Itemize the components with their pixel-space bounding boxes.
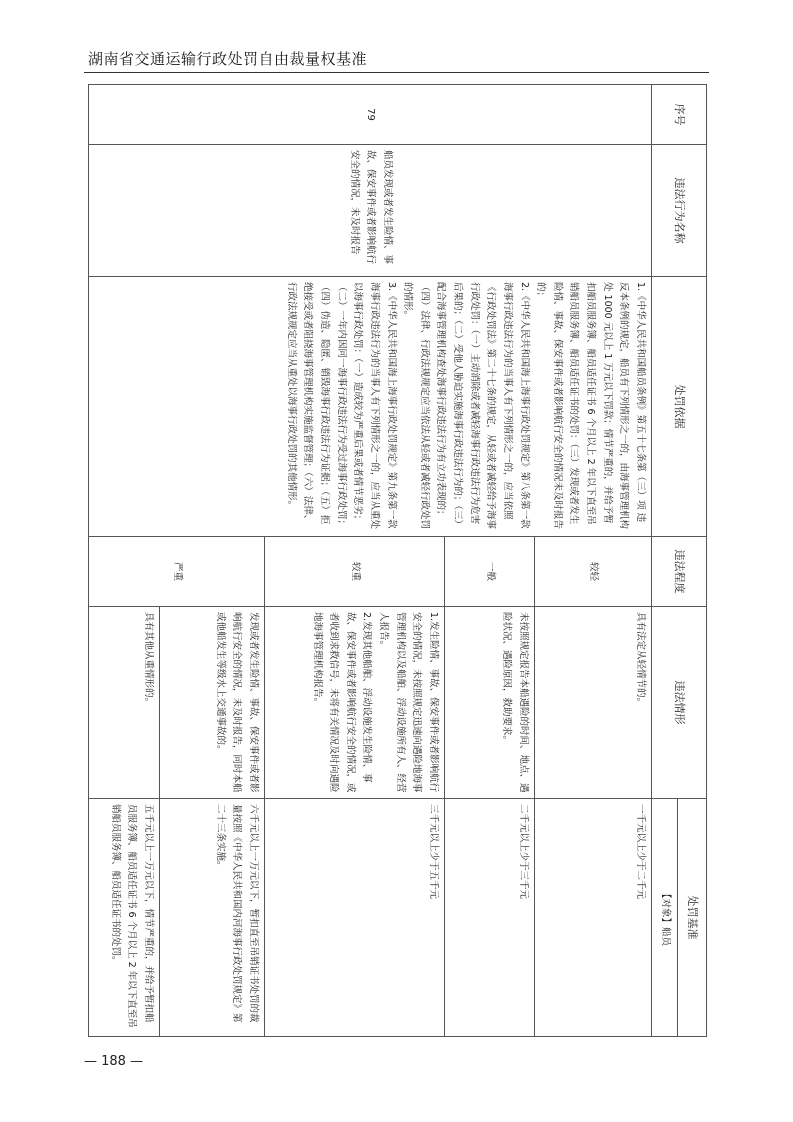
row-seq: 79	[89, 85, 652, 145]
tier-circumstance: 具有法定从轻情节的。	[535, 607, 652, 799]
tier-standard: 二千元以上少于三千元	[445, 799, 535, 1037]
tier-standard: 六千元以上一万元以下，暂扣直至吊销证书处罚的裁量按照《中华人民共和国内河海事行政处罚规定》第二十三条实施。	[160, 799, 265, 1037]
header-divider	[84, 72, 709, 73]
tier-standard: 一千元以上少于二千元	[535, 799, 652, 1037]
header-circumstance: 违法情形	[652, 607, 707, 799]
header-seq: 序号	[652, 85, 707, 145]
tier-degree: 较重	[265, 537, 445, 607]
header-act-name: 违法行为名称	[652, 145, 707, 277]
row-basis: 1.《中华人民共和国船员条例》第五十七条第（三）项 违反本条例的规定，船员有下列情形之一的，由海事管理机构处 1000 元以上 1 万元以下罚款；情节严重的，并给予暂扣船员服务簿、船员适任证书 6 个月以上 2 年以下直至吊销船员服务簿、船员适任证书的处罚：（三）发现或者发生险情、事故、保安事件或者影响航行安全的情况未及时报告的； 2.《中华人民共和国海上海事行政处罚规定》第八条第一款 海事行政违法行为的当事人有下列情形之一的，应当依照《行政处罚法》第二十七条的规定，从轻或者减轻给予海事行政处罚：（一）主动消除或者减轻海事行政违法行为危害后果的；（二）受他人胁迫实施海事行政违法行为的；（三）配合海事管理机构查处海事行政违法行为有立功表现的；（四）法律、行政法规规定应当依法从轻或者减轻行政处罚的情形。 3.《中华人民共和国海上海事行政处罚规定》第九条第一款 海事行政违法行为的当事人有下列情形之一的，应当从重处以海事行政处罚：（一）造成较为严重后果或者情节恶劣；（二）一年内因同一海事行政违法行为受过海事行政处罚；（四）伪造、隐匿、销毁海事行政违法行为证据；（五）拒绝接受或者阻挠海事管理机构实施监督管理；（六）法律、行政法规规定应当从重处以海事行政处罚的其他情形。	[89, 277, 652, 537]
tier-standard: 三千元以上少于五千元	[265, 799, 445, 1037]
header-basis: 处罚依据	[652, 277, 707, 537]
header-standard: 处罚基准	[678, 799, 707, 1037]
tier-degree: 严重	[89, 537, 265, 607]
header-degree: 违法程度	[652, 537, 707, 607]
tier-circumstance: 具有其他从重情形的。	[89, 607, 160, 799]
tier-circumstance: 未按照规定报告本船遇险的时间、地点、遇险状况、遇险原因，救助要求。	[445, 607, 535, 799]
page-number: — 188 —	[84, 1054, 144, 1069]
rotated-table-frame	[89, 84, 707, 1036]
row-act-name: 船员发现或者发生险情、事故、保安事件或者影响航行安全的情况，未及时报告	[89, 145, 652, 277]
tier-circumstance: 发现或者发生险情、事故、保安事件或者影响航行安全的情况，未及时报告，同时本船或他船发生等级水上交通事故的。	[160, 607, 265, 799]
header-target: 【对象】船员	[652, 799, 678, 1037]
page-header-title: 湖南省交通运输行政处罚自由裁量权基准	[88, 50, 368, 68]
tier-circumstance: 1.发生险情、事故、保安事件或者影响航行安全的情况，未按照规定迅速向遇险地海事管理机构以及船舶、浮动设施所有人、经营人报告。 2.发现其他船舶、浮动设施发生险情、事故、保安事件或者影响航行安全的情况，或者收到求救信号，未将有关情况及时向遇险地海事管理机构报告。	[265, 607, 445, 799]
tier-degree: 较轻	[535, 537, 652, 607]
penalty-standard-table	[88, 84, 707, 1037]
tier-standard: 五千元以上一万元以下，情节严重的，并给予暂扣船员服务簿、船员适任证书 6 个月以上 2 年以下直至吊销船员服务簿、船员适任证书的处罚。	[89, 799, 160, 1037]
tier-degree: 一般	[445, 537, 535, 607]
